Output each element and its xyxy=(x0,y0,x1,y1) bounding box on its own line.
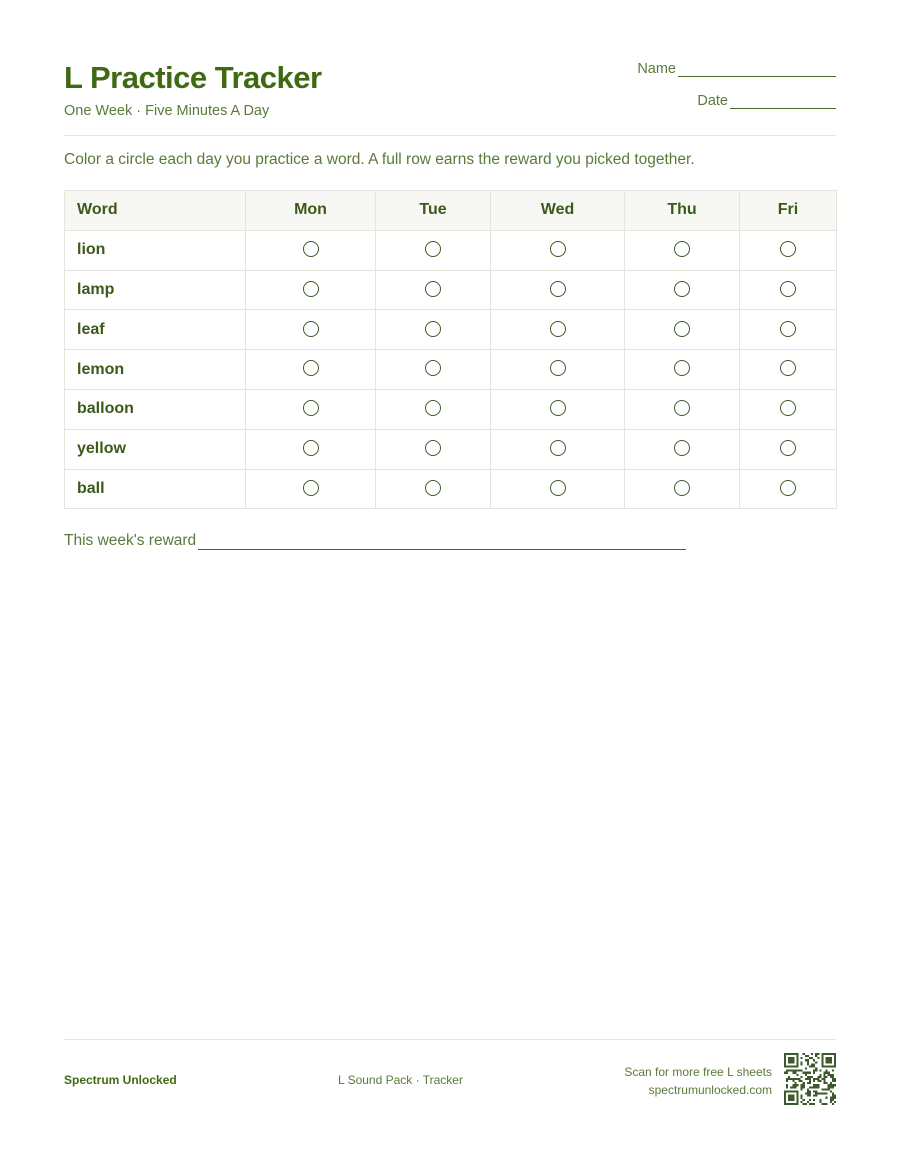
day-cell xyxy=(740,230,837,270)
practice-table xyxy=(64,190,837,509)
day-cell xyxy=(246,310,376,350)
practice-circle[interactable] xyxy=(550,480,566,496)
day-cell xyxy=(376,230,491,270)
practice-circle[interactable] xyxy=(303,400,319,416)
scan-text: Scan for more free L sheets xyxy=(624,1065,772,1079)
scan-prompt xyxy=(624,1063,772,1099)
practice-circle[interactable] xyxy=(303,241,319,257)
column-header-mon: Mon xyxy=(246,191,376,231)
reward-field[interactable] xyxy=(64,532,686,550)
day-cell xyxy=(376,270,491,310)
column-header-word: Word xyxy=(65,191,246,231)
practice-circle[interactable] xyxy=(674,281,690,297)
practice-circle[interactable] xyxy=(780,440,796,456)
practice-circle[interactable] xyxy=(674,360,690,376)
practice-circle[interactable] xyxy=(780,281,796,297)
qr-code-icon[interactable] xyxy=(784,1053,836,1105)
practice-circle[interactable] xyxy=(550,321,566,337)
day-cell xyxy=(246,270,376,310)
website-link[interactable]: spectrumunlocked.com xyxy=(648,1083,772,1097)
practice-circle[interactable] xyxy=(780,321,796,337)
practice-circle[interactable] xyxy=(550,281,566,297)
table-row xyxy=(65,310,837,350)
practice-circle[interactable] xyxy=(425,480,441,496)
practice-circle[interactable] xyxy=(550,400,566,416)
practice-circle[interactable] xyxy=(303,480,319,496)
pack-label: L Sound Pack · Tracker xyxy=(338,1073,463,1087)
practice-circle[interactable] xyxy=(550,360,566,376)
day-cell xyxy=(625,350,740,390)
day-cell xyxy=(246,389,376,429)
day-cell xyxy=(376,310,491,350)
day-cell xyxy=(376,389,491,429)
word-cell: lamp xyxy=(65,270,246,310)
day-cell xyxy=(740,429,837,469)
practice-circle[interactable] xyxy=(780,241,796,257)
day-cell xyxy=(491,350,625,390)
day-cell xyxy=(491,310,625,350)
day-cell xyxy=(246,350,376,390)
word-cell: leaf xyxy=(65,310,246,350)
table-row xyxy=(65,469,837,509)
page-title: L Practice Tracker xyxy=(64,60,322,95)
day-cell xyxy=(625,469,740,509)
day-cell xyxy=(246,429,376,469)
day-cell xyxy=(740,389,837,429)
day-cell xyxy=(625,429,740,469)
word-cell: balloon xyxy=(65,389,246,429)
name-label: Name xyxy=(637,61,676,77)
practice-circle[interactable] xyxy=(303,321,319,337)
practice-circle[interactable] xyxy=(425,400,441,416)
practice-circle[interactable] xyxy=(425,440,441,456)
day-cell xyxy=(376,429,491,469)
day-cell xyxy=(625,389,740,429)
practice-circle[interactable] xyxy=(303,440,319,456)
day-cell xyxy=(625,230,740,270)
day-cell xyxy=(246,230,376,270)
table-header-row xyxy=(65,191,837,231)
word-cell: lemon xyxy=(65,350,246,390)
practice-circle[interactable] xyxy=(425,241,441,257)
reward-line[interactable] xyxy=(198,533,686,550)
practice-circle[interactable] xyxy=(674,400,690,416)
date-field[interactable] xyxy=(697,93,836,109)
table-row xyxy=(65,429,837,469)
practice-circle[interactable] xyxy=(780,480,796,496)
day-cell xyxy=(491,230,625,270)
column-header-thu: Thu xyxy=(625,191,740,231)
day-cell xyxy=(376,350,491,390)
table-body xyxy=(65,230,837,509)
header-divider xyxy=(64,135,836,136)
practice-circle[interactable] xyxy=(780,400,796,416)
date-line[interactable] xyxy=(730,94,836,109)
word-cell: ball xyxy=(65,469,246,509)
day-cell xyxy=(491,270,625,310)
day-cell xyxy=(491,429,625,469)
table-row xyxy=(65,389,837,429)
practice-circle[interactable] xyxy=(303,281,319,297)
practice-circle[interactable] xyxy=(550,440,566,456)
brand-name: Spectrum Unlocked xyxy=(64,1073,177,1087)
day-cell xyxy=(740,310,837,350)
table-row xyxy=(65,270,837,310)
practice-circle[interactable] xyxy=(674,241,690,257)
day-cell xyxy=(740,270,837,310)
practice-circle[interactable] xyxy=(780,360,796,376)
day-cell xyxy=(491,389,625,429)
practice-circle[interactable] xyxy=(425,321,441,337)
practice-circle[interactable] xyxy=(303,360,319,376)
practice-circle[interactable] xyxy=(674,480,690,496)
table-row xyxy=(65,350,837,390)
day-cell xyxy=(625,270,740,310)
practice-circle[interactable] xyxy=(674,321,690,337)
word-cell: yellow xyxy=(65,429,246,469)
worksheet-page xyxy=(64,0,836,1165)
day-cell xyxy=(376,469,491,509)
practice-circle[interactable] xyxy=(550,241,566,257)
practice-circle[interactable] xyxy=(674,440,690,456)
practice-circle[interactable] xyxy=(425,360,441,376)
page-subtitle: One Week · Five Minutes A Day xyxy=(64,103,270,119)
day-cell xyxy=(491,469,625,509)
day-cell xyxy=(625,310,740,350)
name-line[interactable] xyxy=(678,62,836,77)
column-header-fri: Fri xyxy=(740,191,837,231)
table-row xyxy=(65,230,837,270)
name-field[interactable] xyxy=(637,61,836,77)
column-header-wed: Wed xyxy=(491,191,625,231)
column-header-tue: Tue xyxy=(376,191,491,231)
day-cell xyxy=(740,469,837,509)
word-cell: lion xyxy=(65,230,246,270)
day-cell xyxy=(246,469,376,509)
footer-divider xyxy=(64,1039,836,1040)
day-cell xyxy=(740,350,837,390)
reward-label: This week's reward xyxy=(64,532,197,549)
date-label: Date xyxy=(697,93,728,109)
instructions: Color a circle each day you practice a word. A full row earns the reward you picked together. xyxy=(64,151,695,168)
practice-circle[interactable] xyxy=(425,281,441,297)
